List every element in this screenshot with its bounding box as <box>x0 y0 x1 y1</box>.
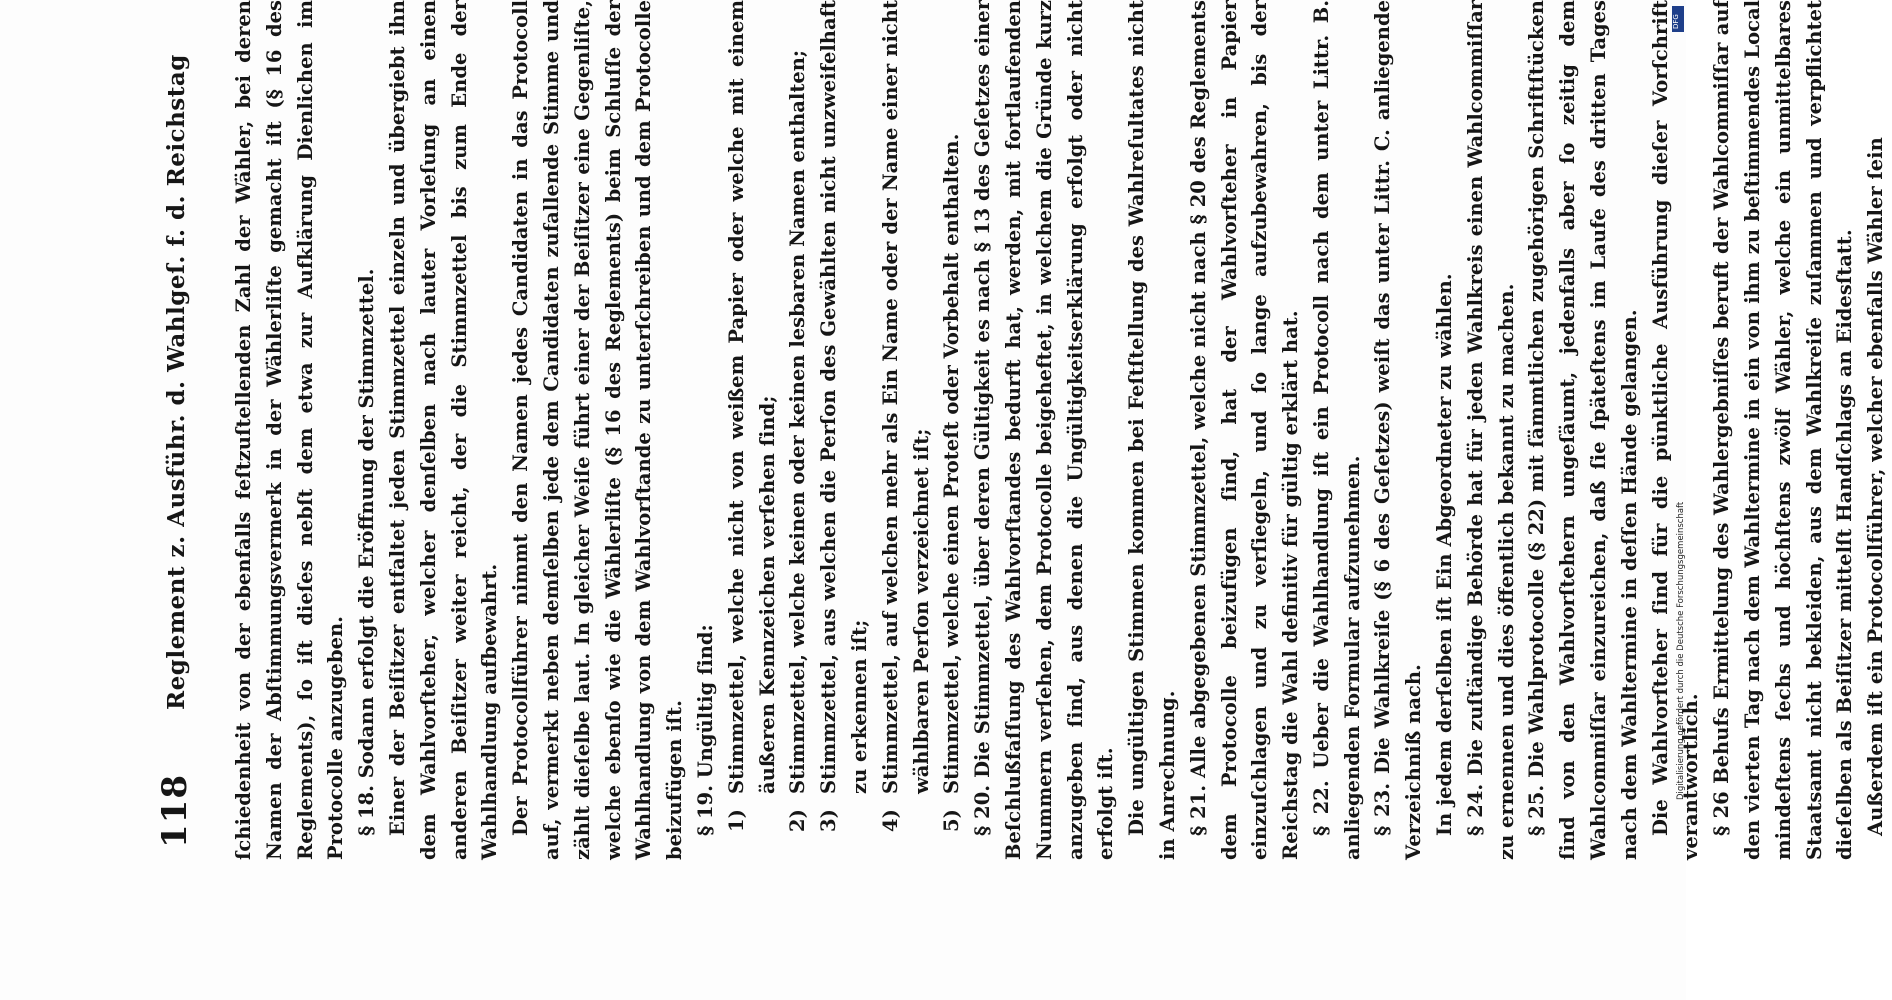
list-item-text: Stimmzettel, welche einen Proteſt oder Vorbehalt enthalten. <box>940 133 964 794</box>
list-item-number: 1) <box>724 809 748 832</box>
list-item <box>783 0 814 832</box>
paragraph: § 22. Ueber die Wahlhandlung iſt ein Protocoll nach dem unter Littr. B. anliegenden Formular aufzunehmen. <box>1309 0 1364 860</box>
list-item-text: Stimmzettel, auf welchen mehr als Ein Name oder der Name einer nicht wählbaren Perſon verzeichnet iſt; <box>878 0 933 794</box>
list-item <box>876 0 938 832</box>
paragraph: Der Protocollführer nimmt den Namen jedes Candidaten in das Protocoll auf, vermerkt neben demſelben jede dem Candidaten zufallende Stimme und zählt dieſelbe laut. In gleicher Weiſe führt einer der Beiſitzer eine Gegenliſte, welche ebenſo wie die Wählerliſte (§ 16 des Reglements) beim Schluſſe der Wahlhandlung von dem Wahlvorſtande zu unterſchreiben und dem Protocolle beizufügen iſt. <box>509 0 687 860</box>
list-item <box>937 0 968 832</box>
paragraph: Die ungültigen Stimmen kommen bei Feſtſtellung des Wahlreſultates nicht in Anrechnung. <box>1125 0 1179 860</box>
paragraph: § 21. Alle abgegebenen Stimmzettel, welche nicht nach § 20 des Reglements dem Protocolle beizufügen ſind, hat der Wahlvorſteher in Papier einzuſchlagen und zu verſiegeln, und ſo lange aufzubewahren, bis der Reichstag die Wahl definitiv für gültig erklärt hat. <box>1186 0 1303 860</box>
list-item <box>722 0 784 832</box>
running-title: Reglement z. Ausführ. d. Wahlgeſ. f. d. Reichstag <box>163 54 190 710</box>
running-head <box>155 0 195 860</box>
paragraph: ſchiedenheit von der ebenfalls feſtzuſtellenden Zahl der Wähler, bei deren Namen der Abſtimmungsvermerk in der Wählerliſte gemacht iſt (§ 16 des Reglements), ſo iſt dieſes nebſt dem etwa zur Aufklärung Dienlichen im Protocolle anzugeben. <box>232 0 348 860</box>
paragraph: In jedem derſelben iſt Ein Abgeordneter zu wählen. <box>1433 273 1457 836</box>
dfg-logo-label: DFG <box>1672 14 1680 29</box>
list-item-text: Stimmzettel, aus welchen die Perſon des Gewählten nicht unzweifelhaft zu erkennen iſt; <box>817 0 871 794</box>
paragraph: § 20. Die Stimmzettel, über deren Gültigkeit es nach § 13 des Geſetzes einer Beſchlußfaſſung des Wahlvorſtandes bedurft hat, werden, mit fortlaufenden Nummern verſehen, dem Protocolle beigeheftet, in welchem die Gründe kurz anzugeben ſind, aus denen die Ungültigkeitserklärung erfolgt oder nicht erfolgt iſt. <box>971 0 1118 860</box>
list-item-number: 2) <box>786 809 810 832</box>
body-text <box>229 0 1892 860</box>
paragraph: § 19. Ungültig ſind: <box>693 624 717 836</box>
list-item-number: 4) <box>878 809 902 832</box>
paragraph: § 24. Die zuſtändige Behörde hat für jeden Wahlkreis einen Wahlcommiſſar zu ernennen und dies öffentlich bekannt zu machen. <box>1463 0 1518 860</box>
paragraph: § 18. Sodann erfolgt die Eröffnung der Stimmzettel. <box>355 268 379 836</box>
paragraph: § 26 Behufs Ermittelung des Wahlergebniſſes beruft der Wahlcommiſſar auf den vierten Tag nach dem Wahltermine in ein von ihm zu beſtimmendes Local mindeſtens ſechs und höchſtens zwölf Wähler, welche ein unmittelbares Staatsamt nicht bekleiden, aus dem Wahlkreiſe zuſammen und verpflichtet dieſelben als Beiſitzer mittelſt Handſchlags an Eidesſtatt. <box>1710 0 1857 860</box>
paragraph: § 23. Die Wahlkreiſe (§ 6 des Geſetzes) weiſt das unter Littr. C. anliegende Verzeichniß nach. <box>1371 0 1426 860</box>
list-item-text: Stimmzettel, welche nicht von weißem Papier oder welche mit einem äußeren Kennzeichen verſehen ſind; <box>724 0 779 794</box>
paragraph: Die Wahlvorſteher ſind für die pünktliche Ausführung dieſer Vorſchrift verantwortlich. <box>1648 0 1703 860</box>
list-item-number: 5) <box>940 809 964 832</box>
page-number: 118 <box>155 774 195 848</box>
dfg-logo <box>1672 6 1684 32</box>
list-item-text: Stimmzettel, welche keinen oder keinen lesbaren Namen enthalten; <box>786 49 810 794</box>
list-item <box>814 0 876 832</box>
paragraph: Außerdem iſt ein Protocollführer, welcher ebenfalls Wähler ſein <box>1864 137 1888 836</box>
list-item-number: 3) <box>817 809 841 832</box>
paragraph: § 25. Die Wahlprotocolle (§ 22) mit ſämmtlichen zugehörigen Schriftſtücken ſind von den Wahlvorſtehern ungeſäumt, jedenfalls aber ſo zeitig dem Wahlcommiſſar einzureichen, daß ſie ſpäteſtens im Laufe des dritten Tages nach dem Wahltermine in deſſen Hände gelangen. <box>1525 0 1641 860</box>
digitization-credit: Digitalisierung gefördert durch die Deutsche Forschungsgemeinschaft <box>1676 501 1686 800</box>
paragraph: Einer der Beiſitzer entfaltet jeden Stimmzettel einzeln und übergiebt ihn dem Wahlvorſteher, welcher denſelben nach lauter Vorleſung an einen anderen Beiſitzer weiter reicht, der die Stimmzettel bis zum Ende der Wahlhandlung aufbewahrt. <box>385 0 502 860</box>
